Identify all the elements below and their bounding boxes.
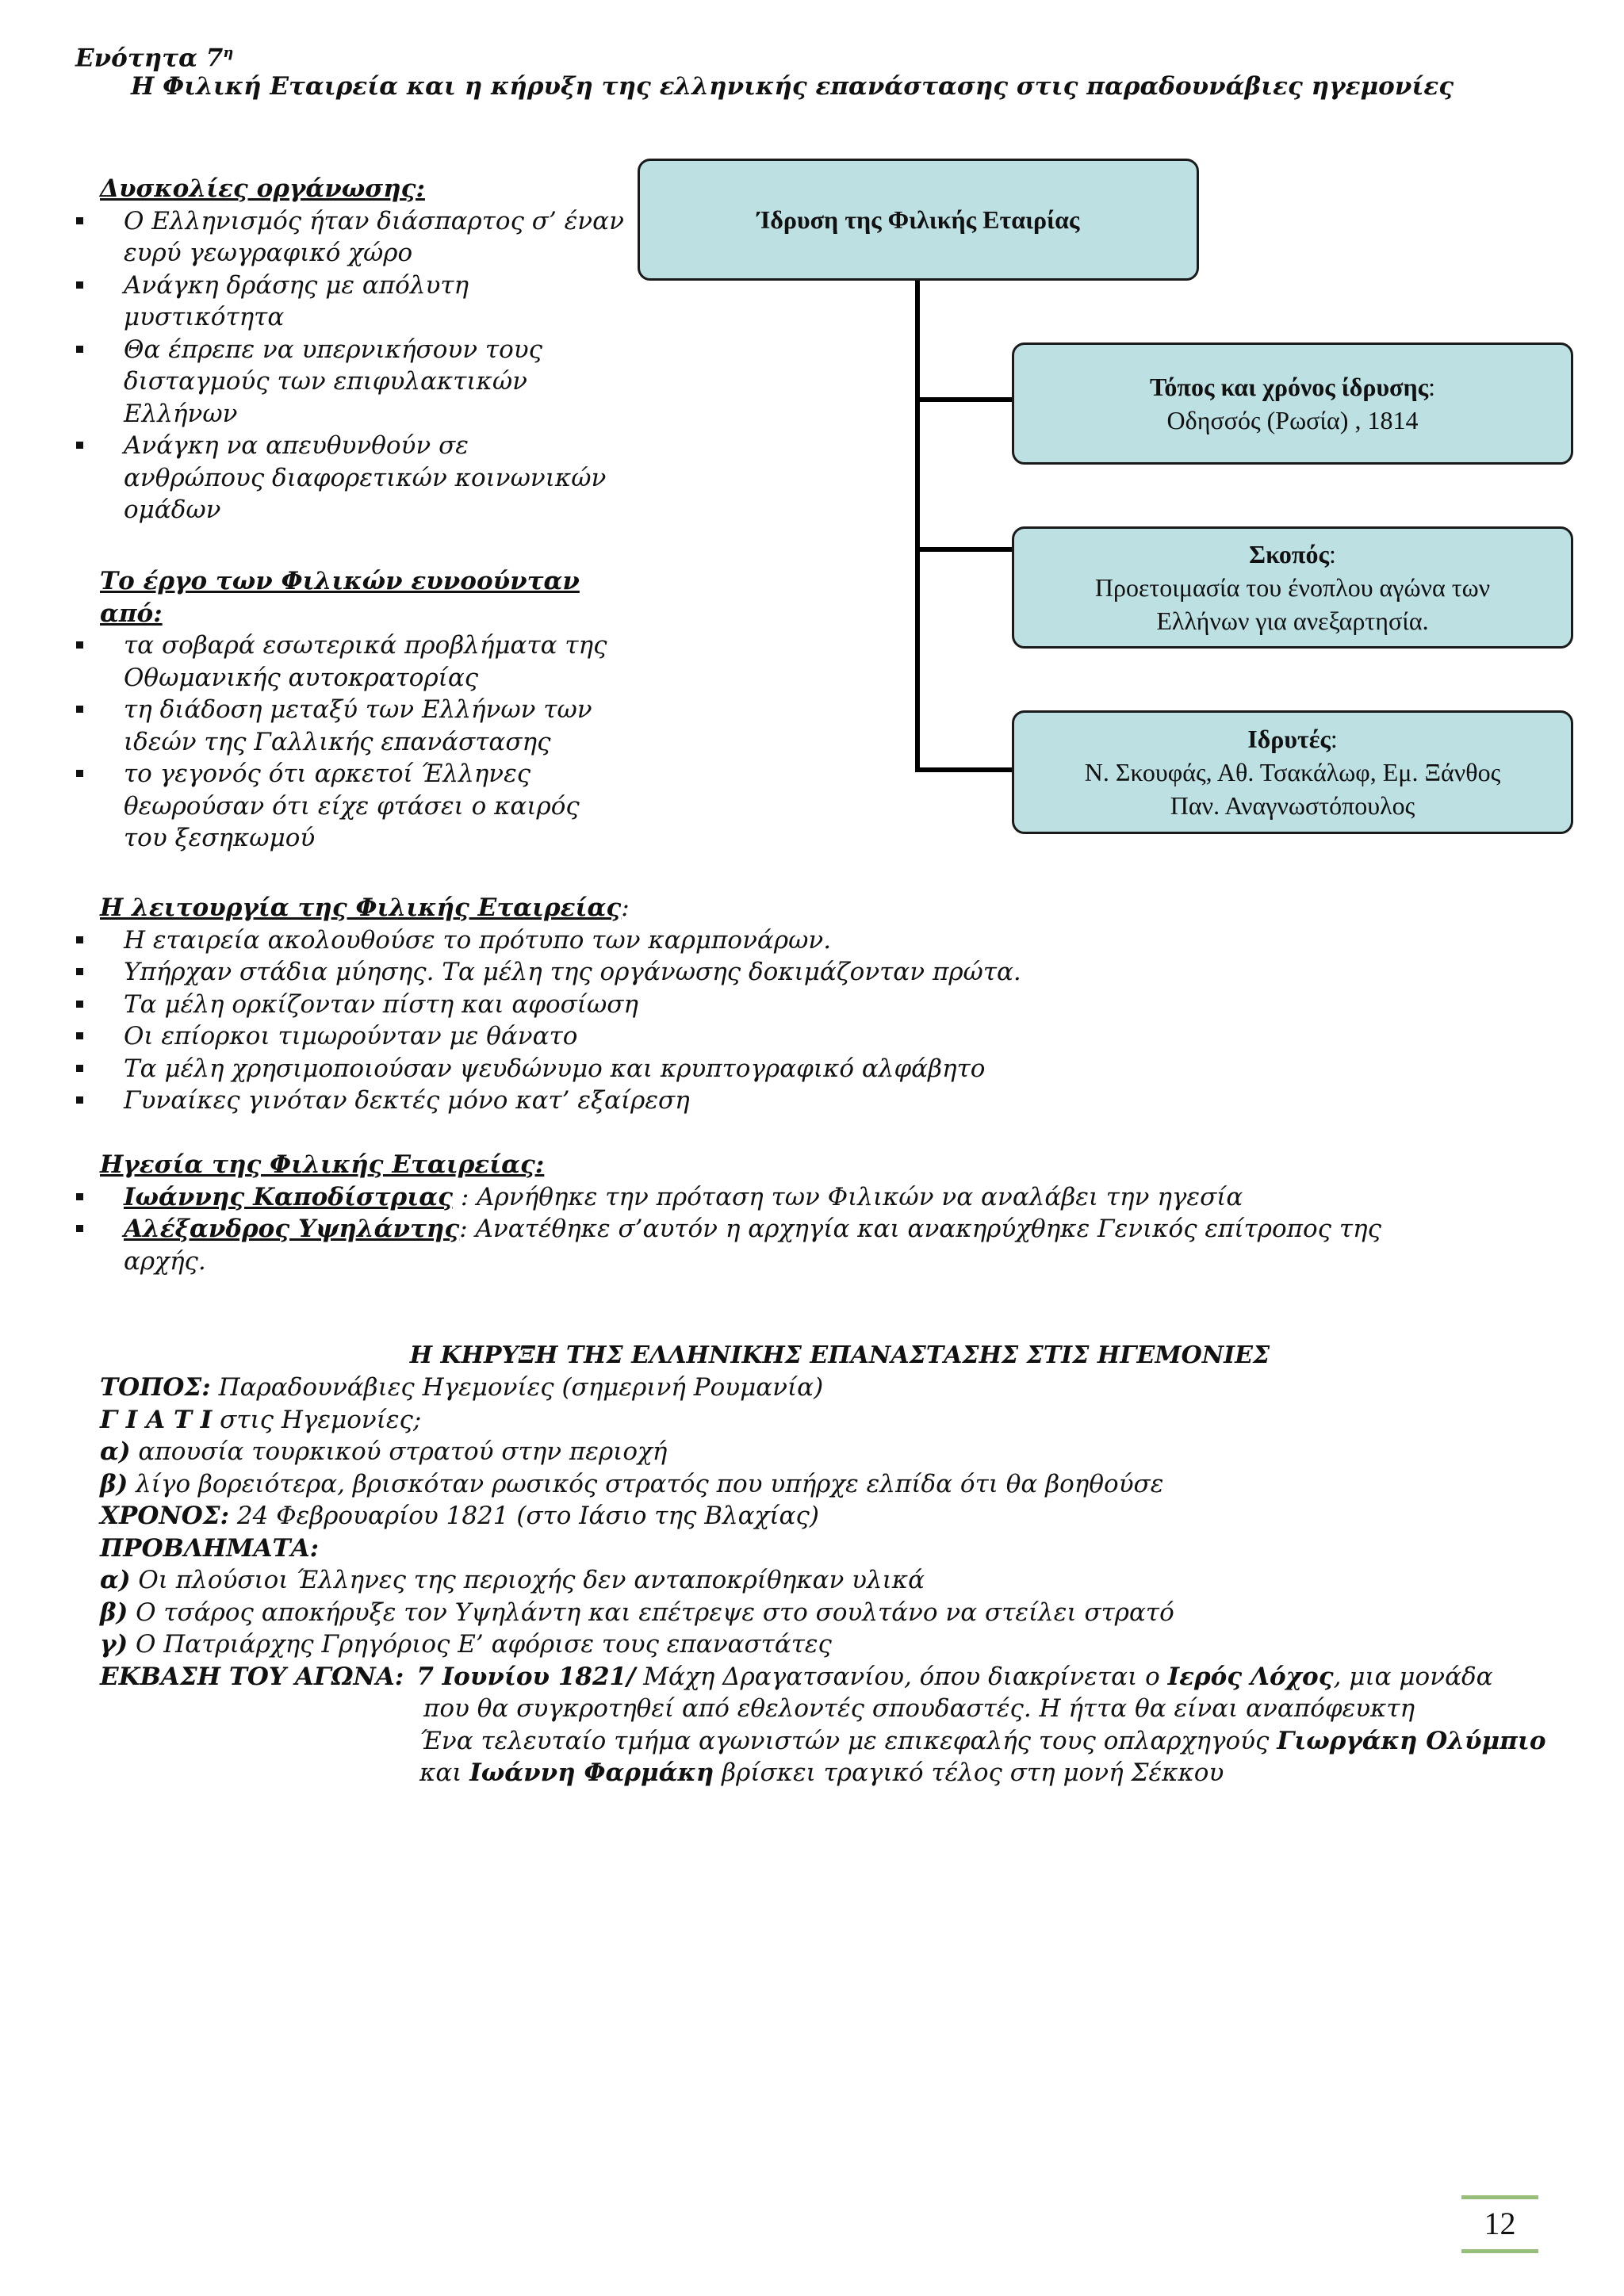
why-row — [100, 1404, 1567, 1437]
diagram-root-label: Ίδρυση της Φιλικής Εταιρίας — [756, 205, 1080, 234]
olympios-name: Γιωργάκη Ολύμπιο — [1277, 1726, 1546, 1755]
prob-a-label: α) — [100, 1566, 131, 1594]
place-row — [100, 1372, 1567, 1404]
operation-list — [76, 924, 1266, 1117]
purpose-value-line2: Ελλήνων για ανεξαρτησία. — [1156, 607, 1429, 635]
operation-section — [76, 892, 1266, 1117]
diagram-box-founders — [1012, 710, 1573, 834]
difficulty-item-line: ευρύ γεωγραφικό χώρο — [124, 239, 413, 267]
prob-b-row — [100, 1597, 1567, 1629]
difficulties-list — [76, 205, 631, 526]
why-a-label: α) — [100, 1437, 131, 1466]
problems-row — [100, 1533, 1567, 1565]
difficulties-heading: Δυσκολίες οργάνωσης: — [100, 174, 425, 203]
prob-b-label: β) — [100, 1598, 128, 1627]
revolution-section — [100, 1372, 1567, 1789]
difficulty-item-line: Θα έπρεπε να υπερνικήσουν τους — [124, 335, 542, 364]
favored-item-line: του ξεσηκωμού — [124, 824, 316, 852]
page-number: 12 — [1484, 2206, 1516, 2241]
difficulty-item-line: Ο Ελληνισμός ήταν διάσπαρτος σ’ έναν — [124, 206, 624, 235]
outcome-text-2: που θα συγκροτηθεί από εθελοντές σπουδαστές. Η ήττα θα είναι αναπόφευκτη — [423, 1694, 1415, 1723]
time-text: 24 Φεβρουαρίου 1821 (στο Ιάσιο της Βλαχίας) — [229, 1502, 819, 1530]
outcome-label: ΕΚΒΑΣΗ ΤΟΥ ΑΓΩΝΑ: — [100, 1662, 404, 1691]
outcome-row — [100, 1661, 1567, 1693]
place-time-label: Τόπος και χρόνος ίδρυσης — [1149, 373, 1429, 401]
outcome-line-4 — [100, 1757, 1567, 1789]
favored-heading-line1: Το έργο των Φιλικών ευνοούνταν — [100, 567, 580, 595]
page-title: Η Φιλική Εταιρεία και η κήρυξη της ελληνικής επανάστασης στις παραδουνάβιες ηγεμονίες — [131, 72, 1454, 101]
founders-value-line1: Ν. Σκουφάς, Αθ. Τσακάλωφ, Εμ. Ξάνθος — [1084, 758, 1501, 786]
sacred-band-name: Ιερός Λόχος — [1167, 1662, 1334, 1691]
operation-item: Υπήρχαν στάδια μύησης. Τα μέλη της οργάνωσης δοκιμάζονταν πρώτα. — [76, 956, 1266, 989]
favored-item-line: τα σοβαρά εσωτερικά προβλήματα της — [124, 631, 607, 660]
leader-text: : Ανατέθηκε σ’αυτόν η αρχηγία και ανακηρύχθηκε Γενικός επίτροπος της — [459, 1215, 1381, 1243]
difficulty-item-line: δισταγμούς των επιφυλακτικών — [124, 367, 527, 396]
leadership-heading: Ηγεσία της Φιλικής Εταιρείας: — [100, 1150, 545, 1179]
difficulty-item-line: ανθρώπους διαφορετικών κοινωνικών — [124, 463, 607, 492]
favored-item-line: ιδεών της Γαλλικής επανάστασης — [124, 727, 551, 756]
operation-item: Γυναίκες γινόταν δεκτές μόνο κατ’ εξαίρεση — [76, 1085, 1266, 1117]
difficulty-item-line: Ελλήνων — [124, 399, 238, 428]
founders-value-line2: Παν. Αναγνωστόπουλος — [1170, 791, 1415, 820]
unit-label: Ενότητα $7^\eta$ — [75, 44, 234, 73]
leadership-list — [76, 1181, 1543, 1278]
prob-c-text: Ο Πατριάρχης Γρηγόριος Ε’ αφόρισε τους επαναστάτες — [128, 1630, 832, 1659]
why-a-row — [100, 1436, 1567, 1468]
why-b-row — [100, 1468, 1567, 1501]
diagram-branch-line-1 — [915, 397, 1013, 402]
difficulty-item — [76, 334, 631, 430]
revolution-heading — [0, 1339, 1624, 1372]
why-a-text: απουσία τουρκικού στρατού στην περιοχή — [130, 1437, 668, 1466]
prob-c-row — [100, 1628, 1567, 1661]
outcome-text-1c: , μια μονάδα — [1333, 1662, 1493, 1691]
favored-section — [76, 565, 631, 855]
time-label: ΧΡΟΝΟΣ: — [100, 1502, 230, 1530]
leader-text-cont: αρχής. — [124, 1246, 206, 1276]
difficulty-item-line: μυστικότητα — [124, 303, 285, 331]
favored-list — [76, 629, 631, 855]
purpose-value-line1: Προετοιμασία του ένοπλου αγώνα των — [1094, 573, 1491, 602]
why-label: Γ Ι Α Τ Ι — [100, 1405, 213, 1434]
favored-heading-line2: από: — [100, 599, 163, 628]
difficulties-section — [76, 173, 631, 526]
difficulty-item-line: Ανάγκη να απευθυνθούν σε — [124, 431, 469, 460]
why-b-text: λίγο βορειότερα, βρισκόταν ρωσικός στρατός που υπήρχε ελπίδα ότι θα βοηθούσε — [128, 1469, 1164, 1498]
difficulty-item — [76, 205, 631, 270]
prob-b-text: Ο τσάρος αποκήρυξε τον Υψηλάντη και επέτρεψε στο σουλτάνο να στείλει στρατό — [128, 1598, 1174, 1627]
place-label: ΤΟΠΟΣ: — [100, 1373, 211, 1402]
favored-item — [76, 694, 631, 758]
purpose-label: Σκοπός — [1249, 540, 1329, 568]
leadership-section — [76, 1149, 1543, 1277]
diagram-root-box — [638, 159, 1199, 281]
favored-item-line: το γεγονός ότι αρκετοί Έλληνες — [124, 760, 531, 788]
outcome-line-2 — [100, 1693, 1567, 1725]
leader-item — [76, 1181, 1543, 1214]
leader-name: Ιωάννης Καποδίστριας — [124, 1182, 454, 1211]
outcome-text-4c: βρίσκει τραγικό τέλος στη μονή Σέκκου — [714, 1758, 1224, 1787]
difficulty-item-line: Ανάγκη δράσης με απόλυτη — [124, 270, 469, 300]
page-number-rule-bottom — [1461, 2249, 1538, 2253]
prob-c-label: γ) — [100, 1630, 128, 1659]
favored-item — [76, 629, 631, 694]
purpose-colon: : — [1328, 540, 1336, 568]
outcome-text-4a: και — [419, 1758, 470, 1787]
leader-name: Αλέξανδρος Υψηλάντης — [124, 1215, 460, 1243]
favored-item-line: τη διάδοση μεταξύ των Ελλήνων των — [124, 695, 592, 724]
diagram-branch-line-3 — [915, 767, 1013, 772]
operation-item: Οι επίορκοι τιμωρούνταν με θάνατο — [76, 1020, 1266, 1053]
operation-heading-colon: : — [621, 894, 630, 922]
outcome-text-3a: Ένα τελευταίο τμήμα αγωνιστών με επικεφαλής τους οπλαρχηγούς — [419, 1726, 1277, 1755]
operation-item: Τα μέλη ορκίζονταν πίστη και αφοσίωση — [76, 989, 1266, 1021]
place-time-colon: : — [1428, 373, 1436, 401]
diagram-branch-line-2 — [915, 547, 1013, 552]
farmakis-name: Ιωάννη Φαρμάκη — [469, 1758, 714, 1787]
difficulty-item-line: ομάδων — [124, 496, 221, 524]
place-time-value: Οδησσός (Ρωσία) , 1814 — [1166, 406, 1419, 434]
difficulty-item — [76, 270, 631, 334]
founders-label: Ιδρυτές — [1247, 725, 1331, 753]
problems-label: ΠΡΟΒΛΗΜΑΤΑ: — [100, 1533, 320, 1563]
prob-a-row — [100, 1564, 1567, 1597]
diagram-box-place-time — [1012, 342, 1573, 465]
difficulty-item — [76, 430, 631, 526]
favored-item — [76, 758, 631, 855]
diagram-trunk-line — [915, 281, 920, 772]
place-text: Παραδουνάβιες Ηγεμονίες (σημερινή Ρουμανία) — [210, 1373, 824, 1402]
why-text: στις Ηγεμονίες; — [212, 1405, 422, 1434]
favored-item-line: θεωρούσαν ότι είχε φτάσει ο καιρός — [124, 791, 580, 821]
prob-a-text: Οι πλούσιοι Έλληνες της περιοχής δεν ανταποκρίθηκαν υλικά — [130, 1566, 925, 1594]
outcome-line-3 — [100, 1725, 1567, 1758]
founders-colon: : — [1330, 725, 1338, 753]
outcome-date: 7 Ιουνίου 1821/ — [416, 1662, 636, 1691]
operation-item: Η εταιρεία ακολουθούσε το πρότυπο των καρμπονάρων. — [76, 924, 1266, 957]
revolution-heading-text: Η ΚΗΡΥΞΗ ΤΗΣ ΕΛΛΗΝΙΚΗΣ ΕΠΑΝΑΣΤΑΣΗΣ ΣΤΙΣ ΗΓΕΜΟΝΙΕΣ — [409, 1341, 1270, 1369]
outcome-text-1a: Μάχη Δραγατσανίου, όπου διακρίνεται ο — [635, 1662, 1168, 1691]
diagram-box-purpose — [1012, 526, 1573, 649]
leader-item — [76, 1213, 1543, 1277]
operation-item: Τα μέλη χρησιμοποιούσαν ψευδώνυμο και κρυπτογραφικό αλφάβητο — [76, 1053, 1266, 1085]
operation-heading: Η λειτουργία της Φιλικής Εταιρείας — [100, 894, 622, 922]
why-b-label: β) — [100, 1469, 128, 1498]
page-number-rule-top — [1461, 2195, 1538, 2199]
time-row — [100, 1500, 1567, 1533]
favored-item-line: Οθωμανικής αυτοκρατορίας — [124, 663, 479, 692]
leader-text: : Αρνήθηκε την πρόταση των Φιλικών να αναλάβει την ηγεσία — [453, 1182, 1243, 1211]
